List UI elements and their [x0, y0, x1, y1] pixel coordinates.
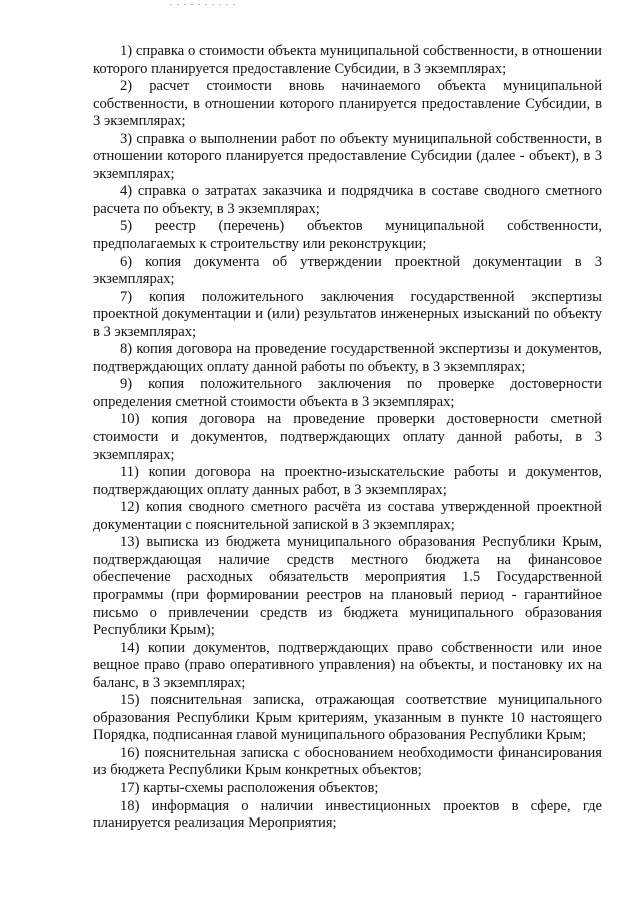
- scan-artifact: [170, 4, 240, 5]
- document-page: [93, 43, 602, 833]
- list-item-4: 4) справка о затратах заказчика и подрядчика в составе сводного сметного расчета по объекту, в 3 экземплярах;: [93, 183, 602, 217]
- list-item-2: 2) расчет стоимости вновь начинаемого объекта муниципальной собственности, в отношении которого планируется предоставление Субсидии, в 3 экземплярах;: [93, 78, 602, 130]
- list-item-6: 6) копия документа об утверждении проектной документации в 3 экземплярах;: [93, 253, 602, 288]
- list-item-5: 5) реестр (перечень) объектов муниципальной собственности, предполагаемых к строительству или реконструкции;: [93, 218, 602, 253]
- list-item-11: 11) копии договора на проектно-изыскательские работы и документов, подтверждающих оплату данных работ, в 3 экземплярах;: [93, 464, 602, 498]
- list-item-10: 10) копия договора на проведение проверки достоверности сметной стоимости и документов, подтверждающих оплату данной работы, в 3 экземплярах;: [93, 411, 602, 463]
- list-item-3: 3) справка о выполнении работ по объекту муниципальной собственности, в отношении которого планируется предоставление Субсидии (далее - объект), в 3 экземплярах;: [93, 130, 602, 182]
- list-item-15: 15) пояснительная записка, отражающая соответствие муниципального образования Республики Крым критериям, указанным в пункте 10 настоящего Порядка, подписанная главой муниципального образования Республики Крым;: [93, 692, 602, 744]
- list-item-9: 9) копия положительного заключения по проверке достоверности определения сметной стоимости объекта в 3 экземплярах;: [93, 376, 602, 410]
- list-item-13: 13) выписка из бюджета муниципального образования Республики Крым, подтверждающая наличие средств местного бюджета на финансовое обеспечение расходных обязательств мероприятия 1.5 Государственной программы (при формировании реестров на плановый период - гарантийное письмо о привлечении средств из бюджета муниципального образования Республики Крым);: [93, 534, 602, 639]
- list-item-14: 14) копии документов, подтверждающих право собственности или иное вещное право (право оперативного управления) на объекты, и постановку их на баланс, в 3 экземплярах;: [93, 639, 602, 691]
- list-item-12: 12) копия сводного сметного расчёта из состава утвержденной проектной документации с пояснительной запиской в 3 экземплярах;: [93, 499, 602, 533]
- list-item-1: 1) справка о стоимости объекта муниципальной собственности, в отношении которого планируется предоставление Субсидии, в 3 экземплярах;: [93, 43, 602, 77]
- list-item-8: 8) копия договора на проведение государственной экспертизы и документов, подтверждающих оплату данной работы по объекту, в 3 экземплярах;: [93, 341, 602, 375]
- list-item-18: 18) информация о наличии инвестиционных проектов в сфере, где планируется реализация Мероприятия;: [93, 797, 602, 832]
- list-item-7: 7) копия положительного заключения государственной экспертизы проектной документации и (или) результатов инженерных изысканий по объекту в 3 экземплярах;: [93, 288, 602, 340]
- list-item-16: 16) пояснительная записка с обоснованием необходимости финансирования из бюджета Республики Крым конкретных объектов;: [93, 744, 602, 779]
- list-item-17: 17) карты-схемы расположения объектов;: [120, 779, 379, 796]
